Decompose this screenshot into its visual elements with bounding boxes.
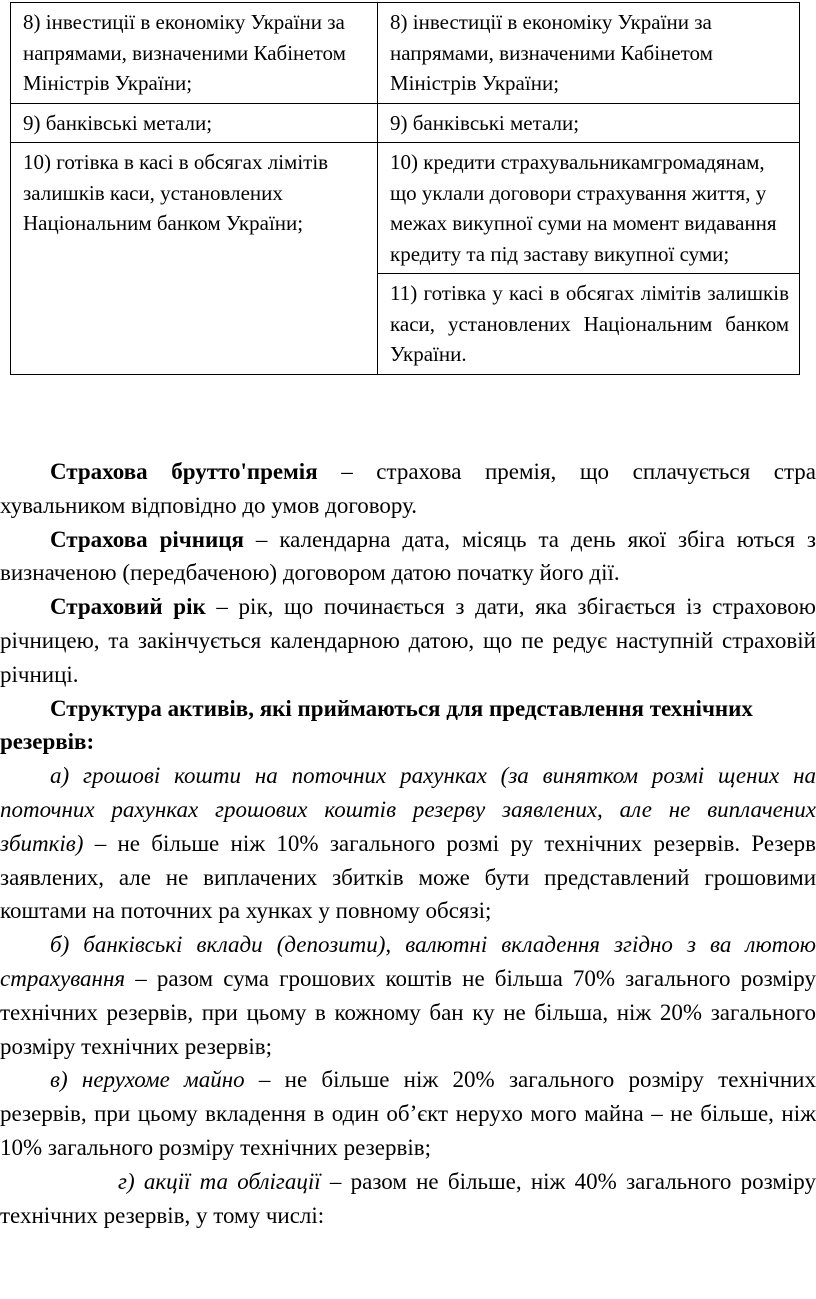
list-item: [0, 1063, 816, 1164]
term: Страхова брутто'премія: [50, 459, 318, 484]
item-title: в) нерухоме майно: [50, 1067, 245, 1093]
comparison-table: [10, 2, 800, 375]
term: Страховий рік: [50, 594, 206, 620]
item-title: г) акції та облігації: [118, 1168, 321, 1194]
definition-paragraph: [0, 455, 816, 523]
item-text: – разом не більше, ніж 40% загального розміру технічних резервів, у тому числі:: [0, 1168, 816, 1228]
definition-paragraph: [0, 523, 816, 591]
definition-paragraph: [0, 590, 816, 691]
item-title: а) грошові кошти на поточних рахунках (за винятком розмі щених на поточних рахунках грошових коштів резерву заявлених, але не виплачених збитків): [0, 763, 816, 856]
item-text: – не більше ніж 10% загального розмі ру технічних резервів. Резерв заявлених, але не виплачених збитків може бути представлений грошовими коштами на поточних ра хунках у повному обсязі;: [0, 830, 816, 924]
table-cell: 8) інвестиції в економіку України за напрямами, визначеними Кабінетом Міністрів України;: [11, 3, 378, 104]
table-cell: 11) готівка у касі в обсягах лімітів залишків каси, установлених Національним банком України.: [378, 274, 800, 375]
list-item: [0, 1165, 816, 1233]
table-cell: 9) банківські метали;: [11, 103, 378, 143]
body-text: [0, 455, 816, 1232]
list-item: [0, 928, 816, 1063]
table-cell: 8) інвестиції в економіку України за напрямами, визначеними Кабінетом Міністрів України;: [378, 3, 800, 104]
section-heading: Структура активів, які приймаються для представлення технічних резервів:: [0, 695, 753, 755]
item-title: б) банківські вклади (депозити), валютні вкладення згідно з ва лютою страхування: [0, 932, 816, 991]
table-row: [11, 3, 800, 104]
definition: – рік, що починається з дати, яка збігається із страховою річницею, та закінчується календарною датою, що пе редує наступній страховій річниці.: [0, 594, 816, 687]
table-cell: 9) банківські метали;: [378, 103, 800, 143]
table-cell: 10) готівка в касі в обсягах лімітів залишків каси, установлених Національним банком України;: [11, 143, 378, 375]
table-row: [11, 103, 800, 143]
term: Страхова річниця: [50, 526, 244, 552]
definition: – страхова премія, що сплачується стра хувальником відповідно до умов договору.: [0, 459, 816, 518]
definition: – календарна дата, місяць та день якої збіга ються з визначеною (передбаченою) договором датою початку його дії.: [0, 526, 816, 586]
item-text: – не більше ніж 20% загального розміру технічних резервів, при цьому вкладення в один об’єкт нерухо мого майна – не більше, ніж 10% загального розміру технічних резервів;: [0, 1067, 816, 1160]
table-row: [11, 143, 800, 274]
table-cell: 10) кредити страхувальникамгромадянам, що уклали договори страхування життя, у межах викупної суми на момент видавання кредиту та під заставу викупної суми;: [378, 143, 800, 274]
item-text: – разом сума грошових коштів не більша 70% загального розміру технічних резервів, при цьому в кожному бан ку не більша, ніж 20% загального розміру технічних резервів;: [0, 965, 816, 1059]
list-item: [0, 759, 816, 928]
